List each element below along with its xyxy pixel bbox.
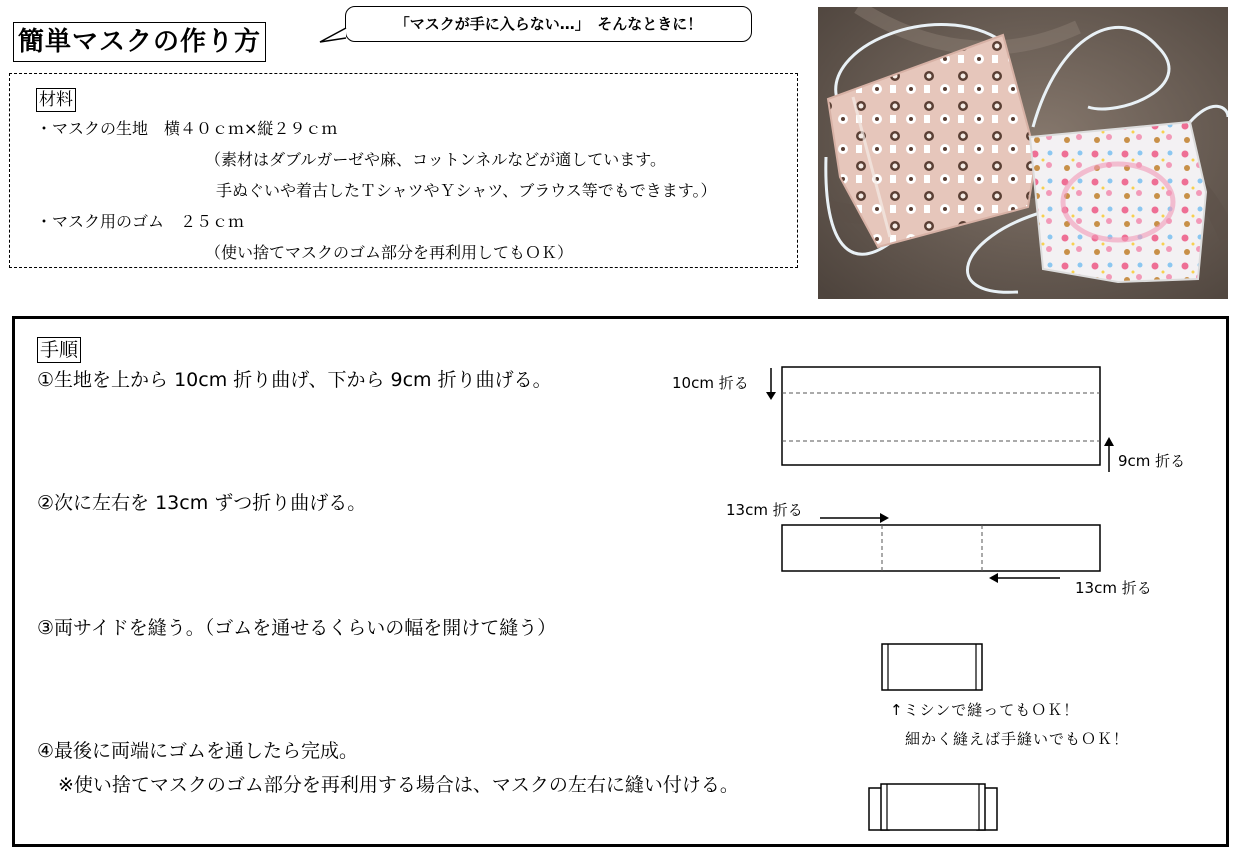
step-4-note: ※使い捨てマスクのゴム部分を再利用する場合は、マスクの左右に縫い付ける。 xyxy=(58,774,739,796)
step-3: ③両サイドを縫う。（ゴムを通せるくらいの幅を開けて縫う） xyxy=(37,617,557,639)
speech-bubble-text: 「マスクが手に入らない…」 そんなときに！ xyxy=(394,15,703,33)
materials-label: 材料 xyxy=(36,88,76,112)
material-elastic: ・マスク用のゴム ２５ｃｍ xyxy=(36,212,245,231)
speech-bubble-tail xyxy=(318,24,350,46)
fold-diagram-1 xyxy=(760,360,1120,475)
sew-note-2: 細かく縫えば手縫いでもＯＫ！ xyxy=(905,730,1130,748)
step-2: ②次に左右を 13cm ずつ折り曲げる。 xyxy=(37,492,367,514)
fold-bottom-label: 9cm 折る xyxy=(1118,452,1186,470)
fabric-rect-1 xyxy=(782,367,1100,465)
fabric-rect-2 xyxy=(782,525,1100,571)
fold-top-label: 10cm 折る xyxy=(672,374,749,392)
mask-photo xyxy=(818,7,1228,299)
step-4: ④最後に両端にゴムを通したら完成。 xyxy=(37,740,359,762)
material-elastic-note: （使い捨てマスクのゴム部分を再利用してもＯＫ） xyxy=(205,243,574,262)
folded-mask-rect xyxy=(882,644,982,690)
finished-mask-diagram xyxy=(865,780,1001,836)
speech-bubble xyxy=(345,6,752,42)
fold-right-label: 13cm 折る xyxy=(1075,579,1152,597)
finished-mask-rect xyxy=(881,784,985,830)
page-title: 簡単マスクの作り方 xyxy=(13,22,266,62)
material-fabric-note-1: （素材はダブルガーゼや麻、コットンネルなどが適しています。 xyxy=(205,150,666,169)
material-fabric-note-2: 手ぬぐいや着古したＴシャツやＹシャツ、ブラウス等でもできます。） xyxy=(216,181,717,200)
fold-diagram-2 xyxy=(760,505,1120,585)
material-fabric: ・マスクの生地 横４０ｃｍ×縦２９ｃｍ xyxy=(36,119,338,138)
step-1: ①生地を上から 10cm 折り曲げ、下から 9cm 折り曲げる。 xyxy=(37,369,552,391)
sew-diagram xyxy=(878,640,988,694)
sew-note-1: ↑ミシンで縫ってもＯＫ！ xyxy=(890,701,1080,719)
fold-left-label: 13cm 折る xyxy=(726,501,803,519)
steps-label: 手順 xyxy=(37,337,81,363)
